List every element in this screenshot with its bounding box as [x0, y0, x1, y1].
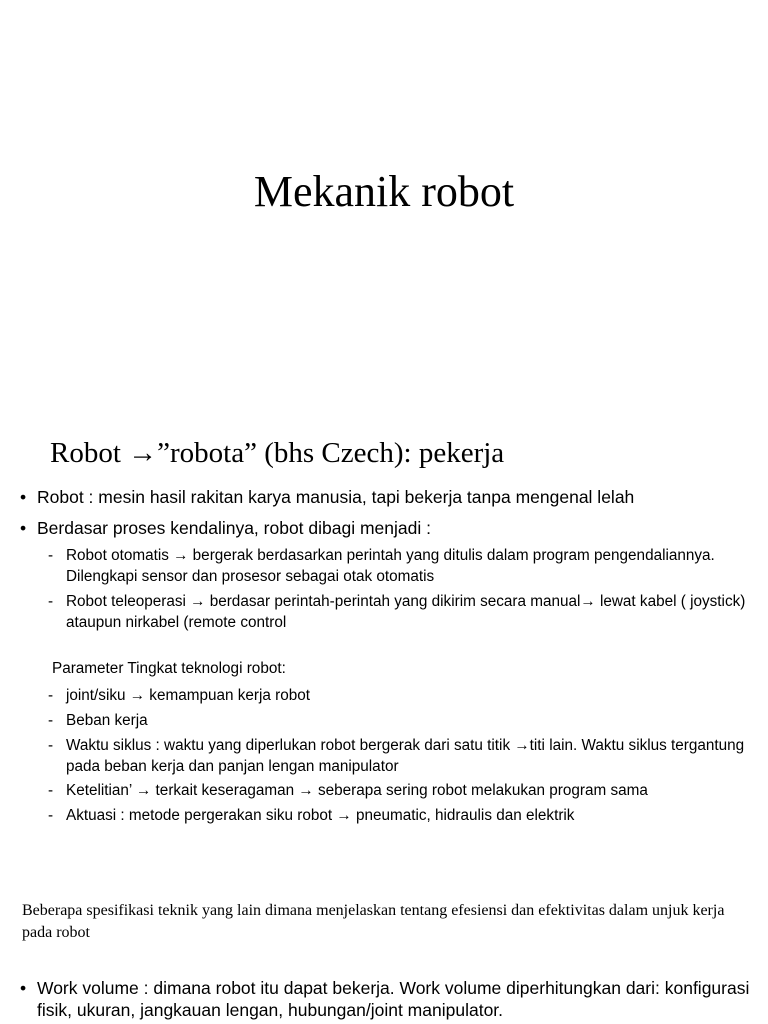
robot-type-item	[48, 546, 756, 587]
dash-marker: -	[48, 807, 54, 824]
dash-marker: -	[48, 782, 54, 799]
dash-marker: -	[48, 737, 54, 754]
parameter-item	[48, 686, 756, 707]
parameter-text: Waktu siklus : waktu yang diperlukan robot bergerak dari satu titik →titi lain. Waktu siklus tergantung pada beban kerja dan panjan lengan manipulator	[66, 737, 745, 775]
parameter-item	[48, 806, 756, 827]
dash-marker: -	[48, 687, 54, 704]
bullet-text: Work volume : dimana robot itu dapat bekerja. Work volume diperhitungkan dari: konfigurasi fisik, ukuran, jangkauan lengan, hubungan/joint manipulator.	[37, 978, 750, 1020]
parameter-item	[48, 736, 756, 777]
slide-title: Mekanik robot	[253, 167, 515, 216]
parameter-text: Beban kerja	[66, 712, 148, 729]
bullet-dot: •	[20, 518, 27, 538]
parameter-text: Aktuasi : metode pergerakan siku robot → pneumatic, hidraulis dan elektrik	[66, 807, 575, 824]
bullet-item	[20, 517, 431, 539]
parameter-item	[48, 711, 756, 732]
parameter-item	[48, 781, 756, 802]
robot-type-item	[48, 592, 756, 633]
bullet-text: Berdasar proses kendalinya, robot dibagi menjadi :	[37, 518, 431, 538]
robot-type-text: Robot teleoperasi → berdasar perintah-perintah yang dikirim secara manual→ lewat kabel ( joystick) ataupun nirkabel (remote control	[66, 593, 746, 631]
specification-intro: Beberapa spesifikasi teknik yang lain dimana menjelaskan tentang efesiensi dan efektivitas dalam unjuk kerja pada robot	[22, 902, 725, 941]
dash-marker: -	[48, 593, 54, 610]
bullet-dot: •	[20, 487, 27, 507]
bullet-item	[20, 486, 634, 508]
robot-type-text: Robot otomatis → bergerak berdasarkan perintah yang ditulis dalam program pengendaliannya. Dilengkapi sensor dan prosesor sebagai otak otomatis	[66, 547, 715, 585]
bullet-item	[20, 977, 767, 1021]
parameters-title: Parameter Tingkat teknologi robot:	[52, 660, 286, 677]
bullet-text: Robot : mesin hasil rakitan karya manusia, tapi bekerja tanpa mengenal lelah	[37, 487, 635, 507]
section-heading: Robot →”robota” (bhs Czech): pekerja	[50, 437, 505, 469]
dash-marker: -	[48, 712, 54, 729]
parameter-text: Ketelitian’ → terkait keseragaman → seberapa sering robot melakukan program sama	[66, 782, 648, 799]
dash-marker: -	[48, 547, 54, 564]
bullet-dot: •	[20, 978, 27, 998]
parameter-text: joint/siku → kemampuan kerja robot	[66, 687, 311, 704]
